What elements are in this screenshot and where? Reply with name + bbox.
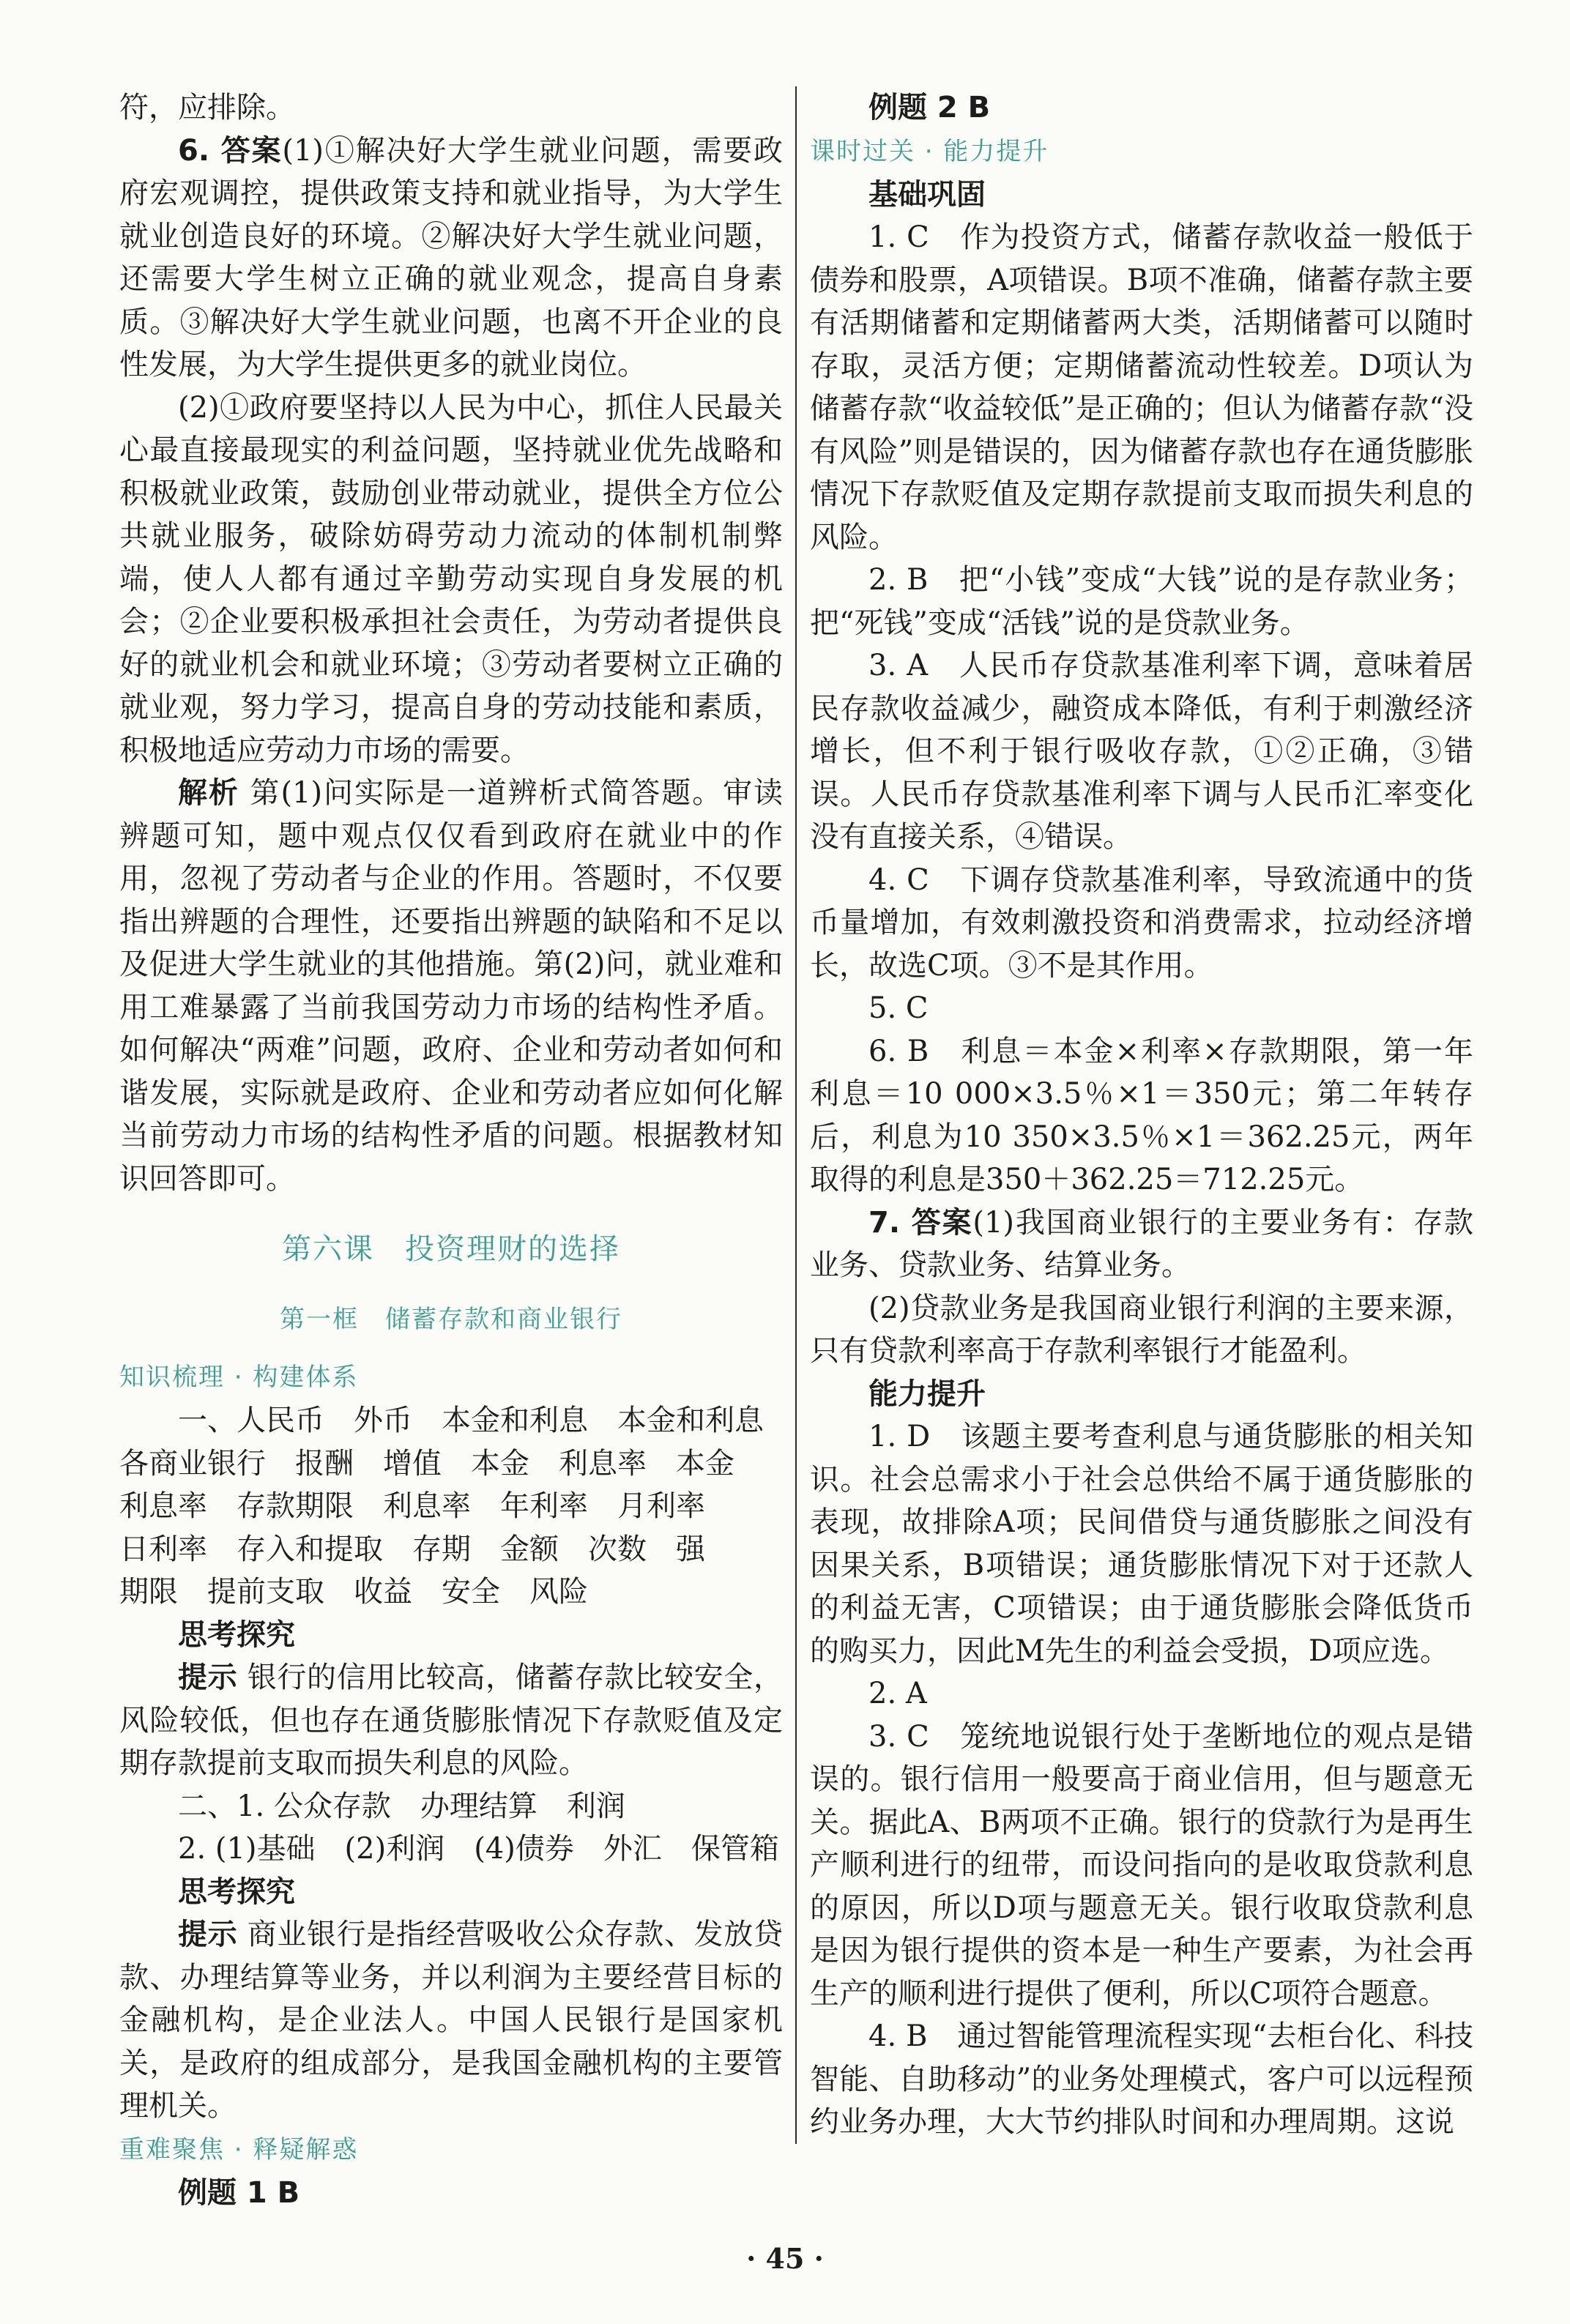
hint-paragraph [119, 1656, 783, 1785]
answer-item: 3. C 笼统地说银行处于垄断地位的观点是错误的。银行信用一般要高于商业信用，但与题意无关。据此A、B两项不正确。银行的贷款行为是再生产顺利进行的纽带，而设问指向的是收取贷款利息的原因，所以D项与题意无关。银行收取贷款利息是因为银行提供的资本是一种生产要素，为社会再生产的顺利进行提供了便利，所以C项符合题意。 [810, 1719, 1473, 2011]
page-number: · 45 · [746, 2242, 824, 2275]
ability-heading: 能力提升 [868, 1377, 986, 1411]
answer-item: 5. C [868, 991, 929, 1025]
answer-7-part2: (2)贷款业务是我国商业银行利润的主要来源，只有贷款利率高于存款利率银行才能盈利。 [810, 1291, 1473, 1368]
right-column [810, 86, 1473, 2144]
answer-text: (1)①解决好大学生就业问题，需要政府宏观调控，提供政策支持和就业指导，为大学生就业创造良好的环境。②解决好大学生就业问题，还需要大学生树立正确的就业观念，提高自身素质。③解决好大学生就业问题，也离不开企业的良性发展，为大学生提供更多的就业岗位。 [119, 133, 783, 381]
text-paragraph: 符，应排除。 [119, 91, 295, 124]
hint-text: 商业银行是指经营吸收公众存款、发放贷款、办理结算等业务，并以利润为主要经营目标的金融机构，是企业法人。中国人民银行是国家机关，是政府的组成部分，是我国金融机构的主要管理机关。 [119, 1918, 784, 2123]
answer-item: 2. B 把“小钱”变成“大钱”说的是存款业务；把“死钱”变成“活钱”说的是贷款业务。 [810, 563, 1473, 640]
knowledge-line: 期限 提前支取 收益 安全 风险 [119, 1575, 588, 1609]
answer-item: 3. A 人民币存贷款基准利率下调，意味着居民存款收益减少，融资成本降低，有利于刺激经济增长，但不利于银行吸收存款，①②正确，③错误。人民币存贷款基准利率下调与人民币汇率变化没有直接关系，④错误。 [810, 649, 1473, 854]
answer-label: 7. 答案 [868, 1205, 973, 1240]
answer-7-part1 [810, 1202, 1473, 1287]
answer-label: 6. 答案 [178, 133, 283, 168]
section-pass-heading: 课时过关 · 能力提升 [810, 136, 1049, 166]
knowledge-line: 2. (1)基础 (2)利润 (4)债券 外汇 保管箱 [178, 1832, 779, 1866]
answer-item: 1. C 作为投资方式，储蓄存款收益一般低于债券和股票，A项错误。B项不准确，储蓄存款主要有活期储蓄和定期储蓄两大类，活期储蓄可以随时存取，灵活方便；定期储蓄流动性较差。D项认为储蓄存款“收益较低”是正确的；但认为储蓄存款“没有风险”则是错误的，因为储蓄存款也存在通货膨胀情况下存款贬值及定期存款提前支取而损失利息的风险。 [810, 220, 1473, 554]
answer-6-part2: (2)①政府要坚持以人民为中心，抓住人民最关心最直接最现实的利益问题，坚持就业优先战略和积极就业政策，鼓励创业带动就业，提供全方位公共就业服务，破除妨碍劳动力流动的体制机制弊端，使人人都有通过辛勤劳动实现自身发展的机会；②企业要积极承担社会责任，为劳动者提供良好的就业机会和就业环境；③劳动者要树立正确的就业观，努力学习，提高自身的劳动技能和素质，积极地适应劳动力市场的需要。 [119, 390, 783, 767]
analysis-paragraph [119, 772, 783, 1200]
knowledge-line: 利息率 存款期限 利息率 年利率 月利率 [119, 1489, 705, 1523]
column-divider [795, 86, 797, 2144]
answer-text: (1)我国商业银行的主要业务有：存款业务、贷款业务、结算业务。 [810, 1205, 1473, 1282]
example-answer: 例题 2 B [868, 91, 991, 124]
hint-paragraph [119, 1913, 783, 2128]
think-heading: 思考探究 [178, 1874, 295, 1909]
section-knowledge-heading: 知识梳理 · 构建体系 [119, 1363, 359, 1392]
analysis-label: 解析 [178, 776, 239, 810]
think-heading: 思考探究 [178, 1617, 295, 1652]
frame-title: 第一框 储蓄存款和商业银行 [280, 1305, 622, 1334]
section-focus-heading: 重难聚焦 · 释疑解惑 [119, 2134, 359, 2164]
knowledge-line: 二、1. 公众存款 办理结算 利润 [178, 1789, 625, 1823]
answer-item: 4. B 通过智能管理流程实现“去柜台化、科技智能、自助移动”的业务处理模式，客户可以远程预约业务办理，大大节约排队时间和办理周期。这说 [810, 2019, 1473, 2139]
answer-item: 4. C 下调存贷款基准利率，导致流通中的货币量增加，有效刺激投资和消费需求，拉动经济增长，故选C项。③不是其作用。 [810, 863, 1473, 983]
knowledge-line: 一、人民币 外币 本金和利息 本金和利息 [178, 1404, 764, 1437]
hint-text: 银行的信用比较高，储蓄存款比较安全，风险较低，但也存在通货膨胀情况下存款贬值及定期存款提前支取而损失利息的风险。 [119, 1661, 784, 1780]
hint-label: 提示 [178, 1661, 238, 1694]
basic-heading: 基础巩固 [868, 177, 986, 212]
answer-item: 6. B 利息＝本金×利率×存款期限，第一年利息＝10 000×3.5％×1＝350元；第二年转存后，利息为10 350×3.5％×1＝362.25元，两年取得的利息是350＋362.25＝712.25元。 [810, 1034, 1473, 1196]
analysis-text: 第(1)问实际是一道辨析式简答题。审读辨题可知，题中观点仅仅看到政府在就业中的作用，忽视了劳动者与企业的作用。答题时，不仅要指出辨题的合理性，还要指出辨题的缺陷和不足以及促进大学生就业的其他措施。第(2)问，就业难和用工难暴露了当前我国劳动力市场的结构性矛盾。如何解决“两难”问题，政府、企业和劳动者如何和谐发展，实际就是政府、企业和劳动者应如何化解当前劳动力市场的结构性矛盾的问题。根据教材知识回答即可。 [119, 776, 784, 1196]
left-column [119, 86, 783, 2214]
example-answer: 例题 1 B [178, 2175, 300, 2210]
knowledge-line: 各商业银行 报酬 增值 本金 利息率 本金 [119, 1446, 734, 1481]
lesson-title: 第六课 投资理财的选择 [282, 1232, 620, 1266]
knowledge-line: 日利率 存入和提取 存期 金额 次数 强 [119, 1532, 705, 1566]
answer-6-part1 [119, 130, 783, 387]
hint-label: 提示 [178, 1918, 238, 1951]
answer-item: 2. A [868, 1677, 927, 1710]
answer-item: 1. D 该题主要考查利息与通货膨胀的相关知识。社会总需求小于社会总供给不属于通货膨胀的表现，故排除A项；民间借贷与通货膨胀之间没有因果关系，B项错误；通货膨胀情况下对于还款人的利益无害，C项错误；由于通货膨胀会降低货币的购买力，因此M先生的利益会受损，D项应选。 [810, 1420, 1473, 1668]
